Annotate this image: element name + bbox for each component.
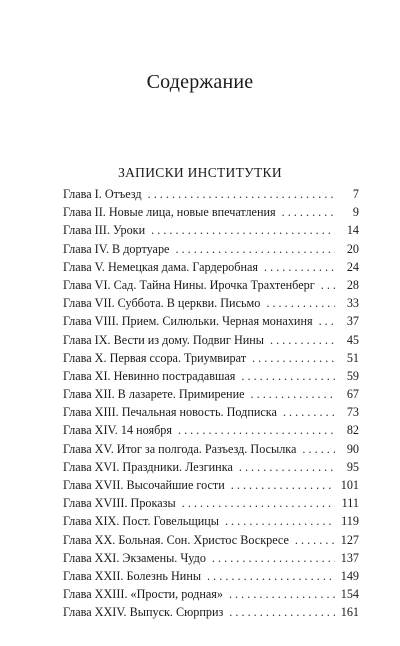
toc-dot-leader <box>319 312 335 330</box>
toc-entry <box>63 312 359 330</box>
toc-entry <box>63 276 359 294</box>
toc-entry-page-number: 67 <box>346 387 359 402</box>
toc-entry-page-number: 149 <box>340 568 359 583</box>
toc-entry <box>63 476 359 494</box>
toc-entry-label: Глава IX. Вести из дому. Подвиг Нины <box>63 332 264 347</box>
toc-dot-leader <box>175 240 335 258</box>
toc-entry-label: Глава XXI. Экзамены. Чудо <box>63 550 206 565</box>
toc-dot-leader <box>241 367 335 385</box>
toc-entry <box>63 385 359 403</box>
toc-entry-label: Глава XVI. Праздники. Лезгинка <box>63 459 233 474</box>
toc-dot-leader <box>182 494 335 512</box>
toc-entry-page-number: 82 <box>346 423 359 438</box>
toc-entry <box>63 349 359 367</box>
toc-dot-leader <box>295 531 335 549</box>
toc-entry-page-number: 33 <box>346 296 359 311</box>
toc-entry-page-number: 127 <box>340 532 359 547</box>
toc-entry-label: Глава XVII. Высочайшие гости <box>63 478 225 492</box>
toc-entry-label: Глава I. Отъезд <box>63 187 142 201</box>
toc-dot-leader <box>252 349 335 367</box>
toc-entry <box>63 440 359 458</box>
toc-dot-leader <box>229 585 335 603</box>
toc-entry-page-number: 101 <box>340 478 359 492</box>
toc-dot-leader <box>225 512 335 530</box>
toc-entry-page-number: 20 <box>346 241 359 256</box>
toc-entry-label: Глава XV. Итог за полгода. Разъезд. Посылка <box>63 441 297 456</box>
toc-entry <box>63 512 359 530</box>
page-title: Содержание <box>146 71 254 93</box>
toc-entry-page-number: 28 <box>346 277 359 292</box>
toc-entry-label: Глава XVIII. Проказы <box>63 496 176 511</box>
toc-entry-label: Глава XXII. Болезнь Нины <box>63 568 202 583</box>
toc-entry-page-number: 90 <box>346 441 359 456</box>
toc-entry <box>63 258 359 276</box>
toc-dot-leader <box>178 421 335 439</box>
toc-entry <box>63 585 359 603</box>
toc-entry <box>63 203 359 221</box>
toc-entry-label: Глава VI. Сад. Тайна Нины. Ирочка Трахтенберг <box>63 277 315 292</box>
toc-dot-leader <box>282 203 335 221</box>
toc-entry <box>63 458 359 476</box>
toc-entry-page-number: 45 <box>346 332 359 347</box>
toc-entry-label: Глава VII. Суббота. В церкви. Письмо <box>63 296 261 311</box>
toc-entry-page-number: 9 <box>352 205 359 220</box>
toc-entry <box>63 185 359 203</box>
toc-entry-label: Глава XXIII. «Прости, родная» <box>63 587 223 602</box>
toc-entry-label: Глава XIII. Печальная новость. Подписка <box>63 405 277 420</box>
toc-entry-label: Глава IV. В дортуаре <box>63 241 170 256</box>
toc-entry-page-number: 95 <box>346 459 359 474</box>
toc-dot-leader <box>321 276 335 294</box>
toc-entry <box>63 367 359 385</box>
toc-entry-label: Глава XIV. 14 ноября <box>63 423 172 438</box>
toc-entry <box>63 294 359 312</box>
section-title: ЗАПИСКИ ИНСТИТУТКИ <box>118 165 282 180</box>
toc-dot-leader <box>229 603 335 621</box>
toc-entry-page-number: 24 <box>346 259 359 274</box>
toc-entry-page-number: 154 <box>340 587 359 602</box>
toc-entry <box>63 603 359 621</box>
toc-entry-page-number: 51 <box>346 350 359 365</box>
toc-entry-label: Глава XIX. Пост. Говельщицы <box>63 514 219 529</box>
toc-entry <box>63 421 359 439</box>
toc-entry-label: Глава XI. Невинно пострадавшая <box>63 368 236 383</box>
toc-entry <box>63 531 359 549</box>
toc-entry-page-number: 111 <box>341 496 359 511</box>
toc-entry-label: Глава XX. Больная. Сон. Христос Воскресе <box>63 532 289 547</box>
toc-entry-page-number: 137 <box>340 550 359 565</box>
toc-entry-page-number: 161 <box>340 605 359 620</box>
toc-dot-leader <box>207 567 335 585</box>
toc-entry-label: Глава XXIV. Выпуск. Сюрприз <box>63 605 224 620</box>
toc-entry-label: Глава V. Немецкая дама. Гардеробная <box>63 259 259 274</box>
toc-entry-label: Глава III. Уроки <box>63 223 146 238</box>
toc-entry <box>63 494 359 512</box>
toc-entry-label: Глава XII. В лазарете. Примирение <box>63 387 245 402</box>
toc-entry-page-number: 59 <box>346 368 359 383</box>
toc-dot-leader <box>231 476 335 494</box>
toc-entry-page-number: 73 <box>346 405 359 420</box>
toc-entry <box>63 403 359 421</box>
toc-entry <box>63 240 359 258</box>
toc-dot-leader <box>239 458 335 476</box>
toc-entry <box>63 221 359 239</box>
toc-dot-leader <box>283 403 335 421</box>
toc-dot-leader <box>251 385 335 403</box>
toc-entry-page-number: 14 <box>346 223 359 238</box>
toc-dot-leader <box>270 331 335 349</box>
toc-dot-leader <box>212 549 335 567</box>
toc-entry-page-number: 7 <box>352 187 359 201</box>
toc-entry <box>63 549 359 567</box>
toc-dot-leader <box>302 440 335 458</box>
toc-entry <box>63 331 359 349</box>
table-of-contents <box>63 185 359 622</box>
toc-entry-page-number: 119 <box>341 514 359 529</box>
toc-entry-label: Глава II. Новые лица, новые впечатления <box>63 205 276 220</box>
toc-entry-label: Глава VIII. Прием. Силюльки. Черная монахиня <box>63 314 313 329</box>
toc-dot-leader <box>148 185 335 203</box>
toc-dot-leader <box>266 294 335 312</box>
toc-entry-label: Глава X. Первая ссора. Триумвират <box>63 350 247 365</box>
toc-entry <box>63 567 359 585</box>
toc-dot-leader <box>151 221 335 239</box>
toc-entry-page-number: 37 <box>346 314 359 329</box>
toc-dot-leader <box>264 258 335 276</box>
